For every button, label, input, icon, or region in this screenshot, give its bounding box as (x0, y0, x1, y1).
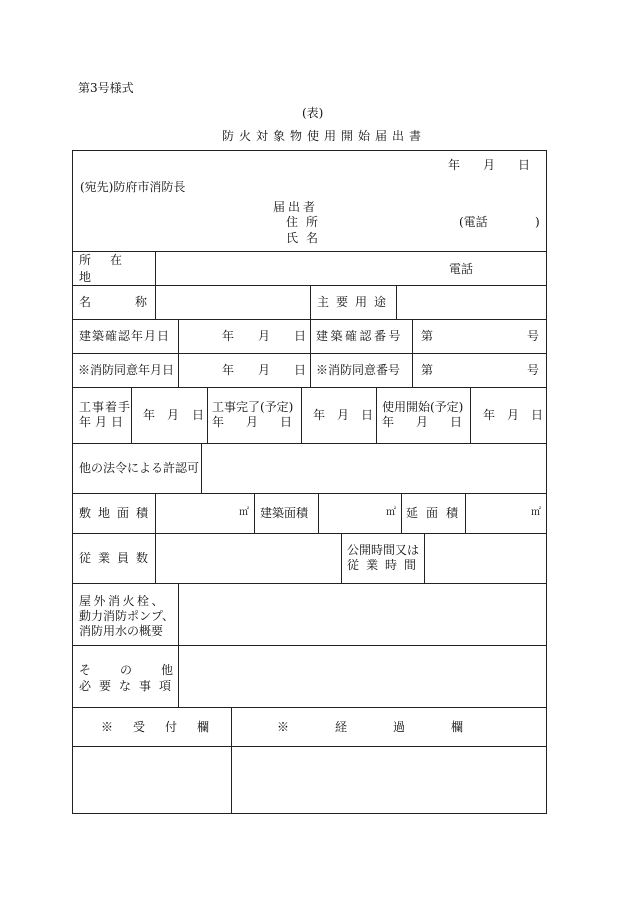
build-confirm-month: 月 (258, 329, 271, 343)
construction-end-label-1: 工事完了(予定) (212, 400, 294, 414)
fire-consent-no-suffix: 号 (527, 363, 540, 377)
construction-end-day: 日 (361, 408, 374, 422)
use-start-label-1: 使用開始(予定) (382, 400, 464, 414)
construction-start-label-2: 年月日 (79, 415, 128, 429)
building-area-unit: ㎡ (386, 507, 396, 518)
hours-label-1: 公開時間又は (347, 543, 420, 557)
site-area-unit: ㎡ (239, 507, 249, 518)
hydrant-label-3: 消防用水の概要 (79, 624, 164, 638)
construction-start-year: 年 (143, 408, 156, 422)
fire-consent-date-label: ※消防同意年月日 (78, 363, 175, 377)
floor-area-label: 延面積 (406, 506, 467, 520)
hours-label-2: 従業時間 (347, 558, 424, 572)
fire-consent-month: 月 (258, 363, 271, 377)
use-start-year: 年 (483, 408, 496, 422)
progress-label: ※経過欄 (277, 720, 510, 734)
location-label: 所在地 (79, 253, 142, 284)
address-label: 住所 (286, 215, 327, 229)
use-start-day: 日 (531, 408, 544, 422)
other-label-1: その他 (79, 663, 203, 677)
fire-consent-no-prefix: 第 (421, 363, 434, 377)
build-confirm-date-label: 建築確認年月日 (79, 329, 171, 343)
construction-start-month: 月 (167, 408, 180, 422)
construction-end-label-2: 年月日 (212, 415, 315, 429)
fire-consent-year: 年 (222, 363, 235, 377)
fire-consent-no-label: ※消防同意番号 (316, 363, 401, 377)
building-area-label: 建築面積 (260, 506, 309, 520)
location-phone-label: 電話 (449, 262, 474, 276)
employees-label: 従業員数 (79, 551, 156, 565)
construction-start-day: 日 (192, 408, 205, 422)
form-title: 防火対象物使用開始届出書 (222, 129, 427, 143)
fire-consent-day: 日 (294, 363, 307, 377)
build-confirm-day: 日 (294, 329, 307, 343)
use-start-label-2: 年月日 (382, 415, 485, 429)
reception-label: ※受付欄 (101, 720, 230, 734)
name-row-label: 名称 (79, 295, 192, 309)
hydrant-label-1: 屋外消火栓、 (79, 594, 167, 608)
notice-date-month: 月 (483, 158, 496, 172)
construction-end-month: 月 (337, 408, 350, 422)
notifier-label: 届出者 (273, 200, 319, 214)
form-number: 第3号様式 (78, 81, 134, 95)
main-use-label: 主要用途 (317, 295, 394, 309)
phone-close: ) (535, 215, 540, 229)
floor-area-unit: ㎡ (531, 507, 541, 518)
use-start-month: 月 (507, 408, 520, 422)
site-area-label: 敷地面積 (79, 506, 156, 520)
addressee: (宛先)防府市消防長 (80, 180, 186, 194)
progress-entry-area[interactable] (232, 747, 546, 813)
build-confirm-no-suffix: 号 (527, 329, 540, 343)
build-confirm-no-label: 建築確認番号 (316, 329, 404, 343)
build-confirm-year: 年 (222, 329, 235, 343)
other-law-label: 他の法令による許認可 (79, 461, 200, 475)
construction-end-year: 年 (313, 408, 326, 422)
form-side-label: (表) (302, 106, 324, 120)
phone-label: (電話 (459, 215, 488, 229)
notice-date-day: 日 (518, 158, 531, 172)
name-label: 氏名 (286, 231, 327, 245)
other-label-2: 必要な事項 (79, 679, 180, 693)
build-confirm-no-prefix: 第 (421, 329, 434, 343)
construction-start-label-1: 工事着手 (79, 400, 132, 414)
notice-date-year: 年 (448, 158, 461, 172)
hydrant-label-2: 動力消防ポンプ、 (79, 609, 175, 623)
reception-entry-area[interactable] (73, 747, 230, 813)
